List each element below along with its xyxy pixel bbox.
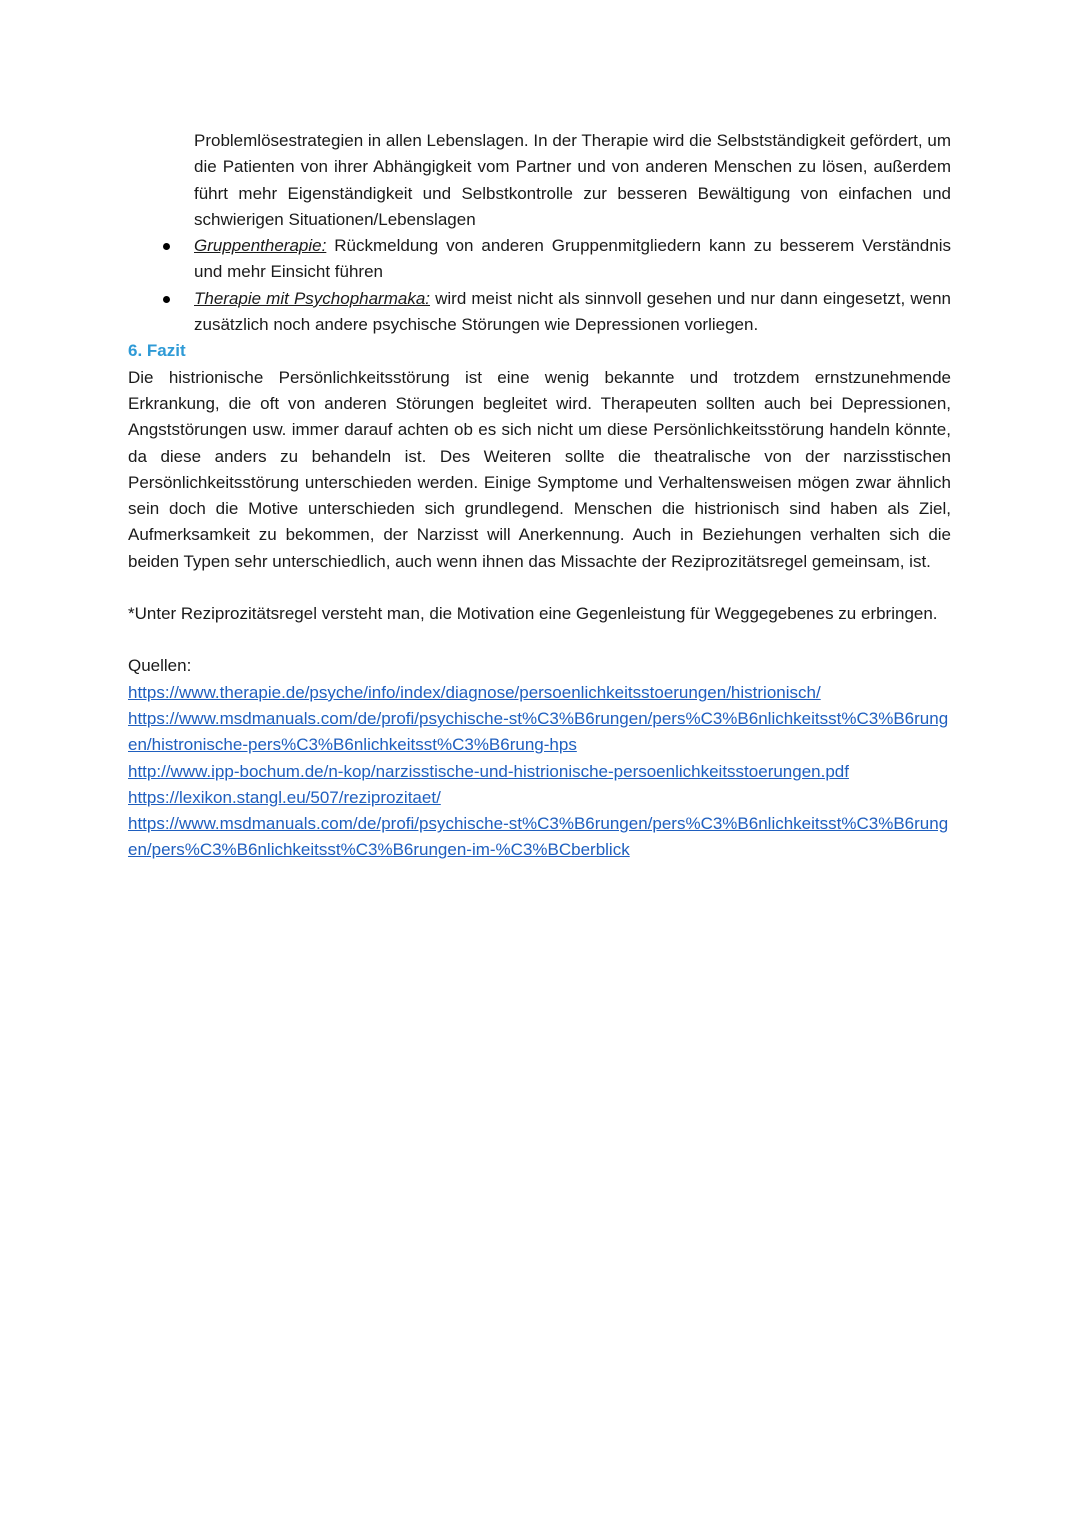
source-link[interactable]: https://www.therapie.de/psyche/info/index/diagnose/persoenlichkeitsstoerungen/histrionisch/ — [128, 682, 821, 702]
list-item-term: Gruppentherapie: — [194, 236, 327, 256]
continuation-paragraph: Problemlösestrategien in allen Lebenslagen. In der Therapie wird die Selbstständigkeit gefördert, um die Patienten von ihrer Abhängigkeit vom Partner und von anderen Menschen zu lösen, außerdem führt mehr Eigenständigkeit und Selbstkontrolle zur besseren Bewältigung von einfachen und schwierigen Situationen/Lebenslagen — [194, 131, 951, 229]
source-link[interactable]: https://www.msdmanuals.com/de/profi/psychische-st%C3%B6rungen/pers%C3%B6nlichkeitsst%C3%B6rungen/histronische-pers%C3%B6nlichkeitsst%C3%B6rung-hps — [128, 708, 949, 755]
source-item — [128, 811, 951, 864]
sources-list — [128, 680, 951, 864]
source-link[interactable]: https://www.msdmanuals.com/de/profi/psychische-st%C3%B6rungen/pers%C3%B6nlichkeitsst%C3%B6rungen/pers%C3%B6nlichkeitsst%C3%B6rungen-im-%C3%BCberblick — [128, 814, 949, 860]
list-item-gruppentherapie — [128, 233, 951, 286]
footnote: *Unter Reziprozitätsregel versteht man, die Motivation eine Gegenleistung für Weggegebenes zu erbringen. — [128, 604, 938, 624]
list-item-text: Rückmeldung von anderen Gruppenmitgliedern kann zu besserem Verständnis und mehr Einsicht führen — [194, 236, 951, 282]
source-item — [128, 706, 951, 759]
list-item-psychopharmaka — [128, 286, 951, 339]
source-item — [128, 785, 951, 811]
section-heading-fazit: 6. Fazit — [128, 341, 186, 361]
therapy-list — [128, 233, 951, 338]
source-link[interactable]: https://lexikon.stangl.eu/507/reziprozitaet/ — [128, 787, 441, 807]
source-item — [128, 680, 951, 706]
bullet-icon — [163, 243, 170, 250]
document-content — [128, 128, 951, 864]
sources-label: Quellen: — [128, 656, 192, 676]
source-link[interactable]: http://www.ipp-bochum.de/n-kop/narzisstische-und-histrionische-persoenlichkeitsstoerungen.pdf — [128, 761, 849, 781]
list-item-term: Therapie mit Psychopharmaka: — [194, 288, 431, 308]
bullet-icon — [163, 296, 170, 303]
source-item — [128, 759, 951, 785]
list-item-text: wird meist nicht als sinnvoll gesehen und nur dann eingesetzt, wenn zusätzlich noch andere psychische Störungen wie Depressionen vorliegen. — [194, 288, 951, 335]
fazit-paragraph: Die histrionische Persönlichkeitsstörung ist eine wenig bekannte und trotzdem ernstzunehmende Erkrankung, die oft von anderen Störungen begleitet wird. Therapeuten sollten auch bei Depressionen, Angststörungen usw. immer darauf achten ob es sich nicht um diese Persönlichkeitsstörung handeln könnte, da diese anders zu behandeln ist. Des Weiteren sollte die theatralische von der narzisstischen Persönlichkeitsstörung unterschieden werden. Einige Symptome und Verhaltensweisen mögen zwar ähnlich sein doch die Motive unterschieden sich grundlegend. Menschen die histrionisch sind haben als Ziel, Aufmerksamkeit zu bekommen, der Narzisst will Anerkennung. Auch in Beziehungen verhalten sich die beiden Typen sehr unterschiedlich, auch wenn ihnen das Missachte der Reziprozitätsregel gemeinsam, ist. — [128, 367, 951, 571]
